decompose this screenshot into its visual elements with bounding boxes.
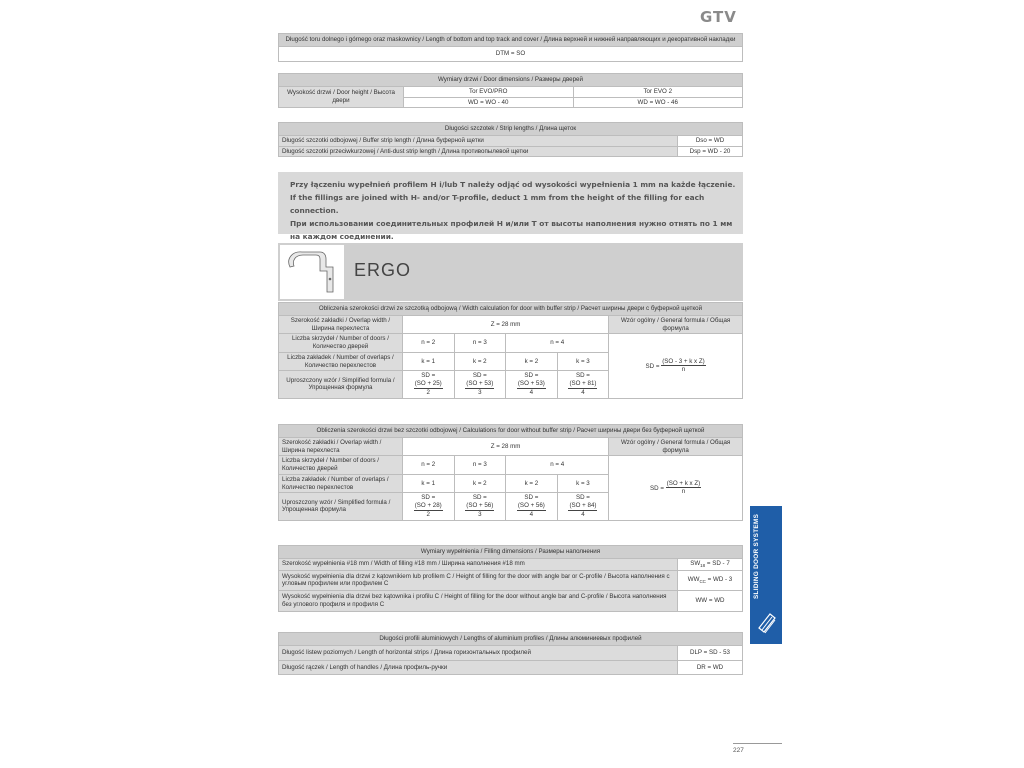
calc1-general-num: (SO - 3 + k x Z) (662, 357, 705, 365)
calc1-simplified-label: Uproszczony wzór / Simplified formula / Упрощенная формула (279, 371, 403, 398)
calc1-overlaps-label: Liczba zakładek / Number of overlaps / Количество перехлестов (279, 352, 403, 371)
calc2-overlaps-k2a: k = 2 (454, 474, 506, 493)
calc1-formula-3-num: (SO + 53) (517, 380, 545, 387)
calc1-formula-2-prefix: SD = (472, 372, 487, 380)
filling-width-label: Szerokość wypełnienia #18 mm / Width of filling #18 mm / Ширина наполнения #18 mm (279, 558, 678, 570)
calc1-formula-4 (557, 371, 609, 398)
calc2-formula-2-den: 3 (478, 510, 482, 518)
calc2-overlap-label: Szerokość zakładki / Overlap width / Ширина перехлеста (279, 437, 403, 456)
horizontal-strips-label: Długość listew poziomych / Length of horizontal strips / Длина горизонтальных профилей (279, 645, 678, 660)
calc1-formula-3-den: 4 (529, 388, 534, 396)
notice-line-pl: Przy łączeniu wypełnień profilem H i/lub T należy odjąć od wysokości wypełnienia 1 mm na każde łączenie. (290, 180, 736, 189)
calc2-header: Obliczenia szerokości drzwi bez szczotki odbojowej / Calculations for door without buffer strip / Расчет ширины двери без буферной щеткой (279, 425, 743, 438)
side-tab-label: SLIDING DOOR SYSTEMS (753, 513, 760, 599)
calc2-formula-4-num: (SO + 84) (569, 502, 597, 509)
calc1-overlaps-k2b: k = 2 (506, 352, 558, 371)
calc1-overlaps-k1: k = 1 (402, 352, 454, 371)
calc1-general-den: n (681, 366, 686, 374)
tor-evo2-value: WD = WO - 46 (573, 97, 743, 108)
calc2-formula-2-prefix: SD = (472, 494, 487, 502)
calc2-general-label: Wzór ogólny / General formula / Общая формула (609, 437, 743, 456)
buffer-strip-label: Długość szczotki odbojowej / Buffer strip length / Длина буферной щетки (279, 135, 678, 146)
filling-connection-notice (278, 172, 743, 241)
filling-height-plain-main: WW = WD (695, 596, 725, 604)
calc1-formula-2-fraction (465, 380, 494, 397)
notice-line-ru: При использовании соединительных профилей H и/или T от высоты наполнения нужно отнять по 1 мм (290, 219, 733, 228)
filling-width-rest: = SD - 7 (705, 559, 730, 567)
calc2-doors-n2: n = 2 (402, 456, 454, 475)
calc-without-buffer-table (278, 424, 743, 521)
page-number-rule (733, 743, 782, 744)
filling-height-cc-value (678, 570, 743, 591)
calc1-overlap-label: Szerokość zakładki / Overlap width / Ширина перехлеста (279, 315, 403, 334)
buffer-strip-value: Dso = WD (678, 135, 743, 146)
calc1-formula-1-den: 2 (426, 388, 430, 396)
notice-line-en: If the fillings are joined with H- and/or T-profile, deduct 1 mm from the height of the filling for each connection. (290, 193, 705, 215)
door-height-label: Wysokość drzwi / Door height / Высота двери (279, 86, 404, 108)
calc1-formula-3 (506, 371, 558, 398)
filling-width-sub: 18 (700, 562, 706, 568)
calc2-formula-1-fraction (414, 502, 443, 519)
ergo-section-header (278, 243, 743, 301)
calc1-header: Obliczenia szerokości drzwi ze szczotką odbojową / Width calculation for door with buffer strip / Расчет ширины двери с буферной щеткой (279, 303, 743, 316)
sliding-door-icon (756, 610, 778, 636)
page-number: 227 (733, 747, 744, 754)
calc2-overlap-value: Z = 28 mm (402, 437, 608, 456)
handles-label: Długość rączek / Length of handles / Длина профиль-ручки (279, 660, 678, 675)
calc1-formula-4-prefix: SD = (575, 372, 590, 380)
anti-dust-strip-label: Długość szczotki przeciwkurzowej / Anti-dust strip length / Длина противопылевой щетки (279, 146, 678, 157)
calc1-doors-n3: n = 3 (454, 334, 506, 353)
calc1-formula-1-fraction (414, 380, 443, 397)
door-dim-header: Wymiary drzwi / Door dimensions / Размеры дверей (279, 74, 743, 87)
calc2-general-fraction (666, 480, 702, 497)
notice-line-ru-2: на каждом соединении. (290, 232, 394, 241)
calc1-formula-4-fraction (568, 380, 597, 397)
calc1-overlaps-k2a: k = 2 (454, 352, 506, 371)
filling-dimensions-table (278, 545, 743, 612)
calc1-general-fraction (661, 358, 705, 375)
calc2-doors-label: Liczba skrzydeł / Number of doors / Количество дверей (279, 456, 403, 475)
track-value: DTM = SO (279, 46, 743, 61)
filling-height-plain-value (678, 591, 743, 612)
filling-height-cc-sub: CC (699, 579, 706, 585)
calc1-doors-n4: n = 4 (506, 334, 609, 353)
calc2-overlaps-k2b: k = 2 (506, 474, 558, 493)
door-dimensions-table (278, 73, 743, 108)
calc1-formula-4-num: (SO + 81) (569, 380, 597, 387)
calc2-formula-1-prefix: SD = (421, 494, 436, 502)
calc2-formula-4-den: 4 (581, 510, 585, 518)
calc1-formula-1 (402, 371, 454, 398)
calc2-doors-n4: n = 4 (506, 456, 609, 475)
calc-with-buffer-table (278, 302, 743, 399)
calc1-formula-2-num: (SO + 53) (466, 380, 494, 387)
calc1-formula-3-prefix: SD = (524, 372, 539, 380)
calc2-overlaps-label: Liczba zakładek / Number of overlaps / Количество перехлестов (279, 474, 403, 493)
calc2-general-formula (609, 456, 743, 520)
calc2-formula-1-num: (SO + 28) (414, 502, 442, 509)
strips-header: Długości szczotek / Strip lengths / Длина щеток (279, 123, 743, 136)
calc1-formula-2 (454, 371, 506, 398)
filling-height-cc-rest: = WD - 3 (705, 575, 733, 583)
calc2-general-num: (SO + k x Z) (666, 479, 701, 487)
calc2-formula-3-prefix: SD = (524, 494, 539, 502)
calc2-formula-2-fraction (465, 502, 494, 519)
filling-width-value (678, 558, 743, 570)
filling-header: Wymiary wypełnienia / Filling dimensions / Размеры наполнения (279, 546, 743, 559)
calc2-formula-4-prefix: SD = (575, 494, 590, 502)
calc1-overlaps-k3: k = 3 (557, 352, 609, 371)
handles-value: DR = WD (678, 660, 743, 675)
tor-evo2-header: Tor EVO 2 (573, 86, 743, 97)
calc2-general-prefix: SD = (650, 484, 664, 492)
calc1-doors-n2: n = 2 (402, 334, 454, 353)
calc1-formula-4-den: 4 (581, 388, 585, 396)
calc2-formula-2 (454, 493, 506, 520)
horizontal-strips-value: DLP = SD - 53 (678, 645, 743, 660)
alu-header: Długości profili aluminiowych / Lengths of aluminium profiles / Длины алюминиевых профилей (279, 633, 743, 646)
calc2-doors-n3: n = 3 (454, 456, 506, 475)
calc2-overlaps-k1: k = 1 (402, 474, 454, 493)
ergo-profile-icon (280, 245, 344, 299)
filling-height-cc-label: Wysokość wypełnienia dla drzwi z kątownikiem lub profilem C / Height of filling for the door with angle bar or C-profile / Высота наполнения с угловым профилем или профилем C (279, 570, 678, 591)
filling-width-main: SW (690, 559, 701, 567)
strip-lengths-table (278, 122, 743, 157)
calc2-formula-3-num: (SO + 56) (517, 502, 545, 509)
calc2-general-den: n (681, 488, 686, 496)
calc2-simplified-label: Uproszczony wzór / Simplified formula / Упрощенная формула (279, 493, 403, 520)
calc1-doors-label: Liczba skrzydeł / Number of doors / Количество дверей (279, 334, 403, 353)
calc2-formula-3-den: 4 (529, 510, 534, 518)
ergo-title: ERGO (354, 260, 412, 280)
calc1-formula-1-num: (SO + 25) (414, 380, 442, 387)
track-header: Długość toru dolnego i górnego oraz maskownicy / Length of bottom and top track and cover / Длина верхней и нижней направляющих и декоративной накладки (279, 34, 743, 47)
filling-height-plain-label: Wysokość wypełnienia dla drzwi bez kątownika i profilu C / Height of filling for the door without angle bar and C-profile / Высота наполнения без углового профиля и профиля C (279, 591, 678, 612)
sliding-door-systems-tab (750, 506, 782, 644)
calc2-formula-4-fraction (568, 502, 597, 519)
calc1-general-label: Wzór ogólny / General formula / Общая формула (609, 315, 743, 334)
calc2-overlaps-k3: k = 3 (557, 474, 609, 493)
calc1-formula-3-fraction (517, 380, 546, 397)
brand-logo: GTV (700, 8, 737, 26)
calc2-formula-3-fraction (517, 502, 546, 519)
calc2-formula-4 (557, 493, 609, 520)
calc2-formula-2-num: (SO + 56) (466, 502, 494, 509)
track-length-table (278, 33, 743, 62)
calc1-formula-2-den: 3 (478, 388, 482, 396)
tor-evo-pro-header: Tor EVO/PRO (404, 86, 574, 97)
filling-height-cc-main: WW (687, 575, 700, 583)
anti-dust-strip-value: Dsp = WD - 20 (678, 146, 743, 157)
calc1-overlap-value: Z = 28 mm (402, 315, 608, 334)
calc1-general-prefix: SD = (645, 362, 660, 370)
aluminium-profiles-table (278, 632, 743, 675)
calc2-formula-1-den: 2 (426, 510, 430, 518)
calc1-general-formula (609, 334, 743, 398)
calc2-formula-3 (506, 493, 558, 520)
calc2-formula-1 (402, 493, 454, 520)
calc1-formula-1-prefix: SD = (421, 372, 436, 380)
tor-evo-pro-value: WD = WO - 40 (404, 97, 574, 108)
